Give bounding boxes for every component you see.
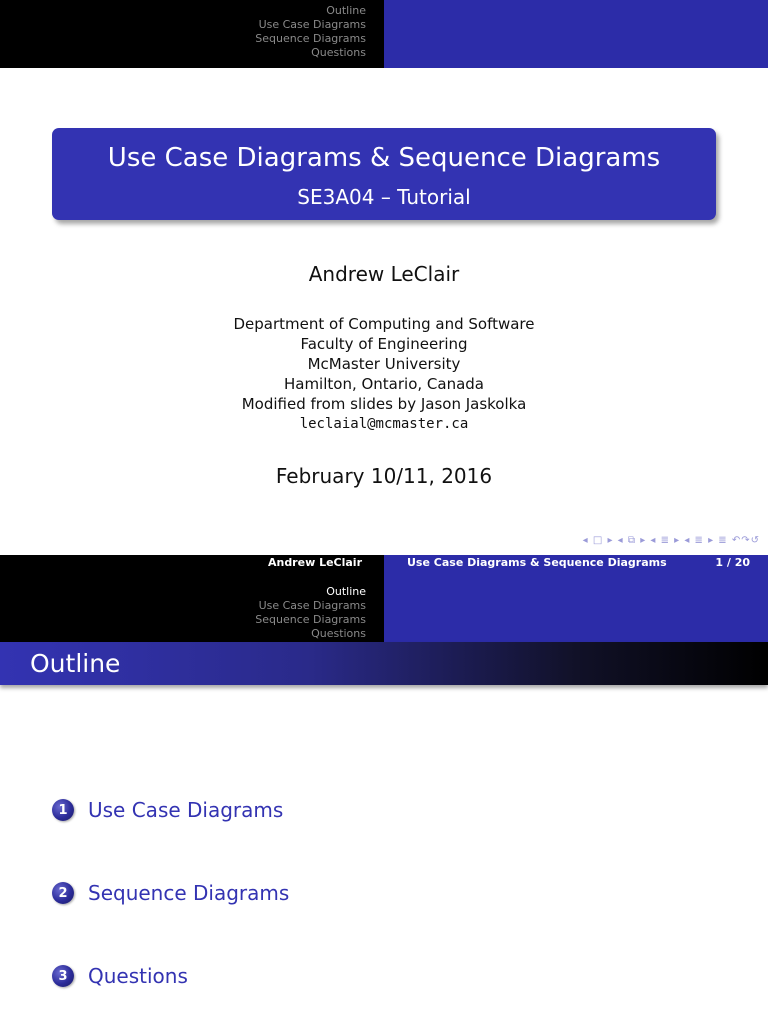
affiliation xyxy=(0,314,768,434)
frame-title-bar xyxy=(0,642,768,685)
affiliation-line: Department of Computing and Software xyxy=(233,315,535,333)
presentation-title: Use Case Diagrams & Sequence Diagrams xyxy=(107,143,661,173)
nav-item-sequence[interactable]: Sequence Diagrams xyxy=(255,613,366,626)
nav-item-outline[interactable]: Outline xyxy=(326,585,366,598)
toc-label[interactable]: Questions xyxy=(88,964,188,988)
toc-item-use-case[interactable] xyxy=(52,798,283,822)
slide-footline xyxy=(0,555,768,570)
nav-item-use-case[interactable]: Use Case Diagrams xyxy=(258,599,366,612)
toc-number-ball: 2 xyxy=(52,882,74,904)
author-email: leclaial@mcmaster.ca xyxy=(299,416,469,432)
slide-headline xyxy=(0,570,768,642)
toc-label[interactable]: Sequence Diagrams xyxy=(88,881,290,905)
presentation-subtitle: SE3A04 – Tutorial xyxy=(297,185,471,209)
nav-item-outline[interactable]: Outline xyxy=(326,4,366,17)
beamer-navigation-symbols[interactable]: ◂ □ ▸ ◂ ⧉ ▸ ◂ ≣ ▸ ◂ ≣ ▸ ≣ ↶↷↺ xyxy=(582,535,760,546)
frame-title: Outline xyxy=(30,649,121,678)
affiliation-line: Faculty of Engineering xyxy=(300,335,468,353)
nav-item-use-case[interactable]: Use Case Diagrams xyxy=(258,18,366,31)
author-name: Andrew LeClair xyxy=(308,262,460,286)
nav-item-questions[interactable]: Questions xyxy=(311,46,366,59)
toc-label[interactable]: Use Case Diagrams xyxy=(88,798,284,822)
slide-headline xyxy=(0,0,768,68)
section-nav xyxy=(255,4,366,60)
affiliation-line: McMaster University xyxy=(307,355,461,373)
toc-number-ball: 1 xyxy=(52,799,74,821)
title-box xyxy=(52,128,716,220)
affiliation-line: Modified from slides by Jason Jaskolka xyxy=(241,395,527,413)
footer-author: Andrew LeClair xyxy=(0,555,384,570)
toc-item-questions[interactable] xyxy=(52,964,188,988)
page-number: 1 / 20 xyxy=(715,556,750,569)
outline-slide xyxy=(0,555,768,1024)
section-nav xyxy=(255,585,366,641)
presentation-date: February 10/11, 2016 xyxy=(275,464,493,488)
footer-title: Use Case Diagrams & Sequence Diagrams xyxy=(407,556,667,569)
toc-item-sequence[interactable] xyxy=(52,881,289,905)
toc-number-ball: 3 xyxy=(52,965,74,987)
nav-item-questions[interactable]: Questions xyxy=(311,627,366,640)
affiliation-line: Hamilton, Ontario, Canada xyxy=(283,375,485,393)
nav-item-sequence[interactable]: Sequence Diagrams xyxy=(255,32,366,45)
